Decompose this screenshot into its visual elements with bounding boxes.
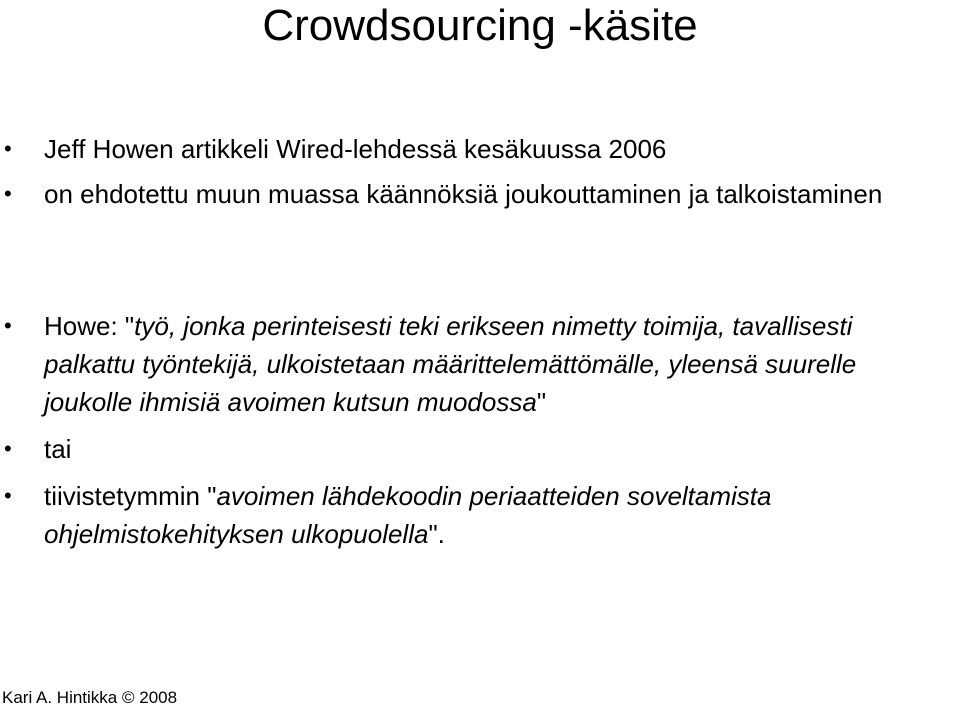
bullet-prefix: tiivistetymmin " (44, 481, 217, 511)
bullet-suffix: ". (428, 519, 445, 549)
bullet-text: on ehdotettu muun muassa käännöksiä joukouttaminen ja talkoistaminen (44, 179, 883, 209)
bullet-item-translations (44, 175, 949, 213)
bullet-prefix: Howe: " (44, 311, 135, 341)
bullet-suffix: " (536, 387, 547, 417)
bullet-text: Jeff Howen artikkeli Wired-lehdessä kesäkuussa 2006 (44, 134, 667, 164)
bullet-item-howe-article (44, 130, 949, 168)
slide-title: Crowdsourcing -käsite (262, 1, 698, 50)
bullet-item-or (44, 430, 949, 468)
definition-quote: työ, jonka perinteisesti teki erikseen nimetty toimija, tavallisesti palkattu työntekijä, ulkoistetaan määrittelemättömälle, yleensä suurelle joukolle ihmisiä avoimen kutsun muodossa (44, 311, 857, 417)
short-definition-quote: avoimen lähdekoodin periaatteiden soveltamista ohjelmistokehityksen ulkopuolella (44, 481, 772, 549)
bullet-item-short-definition (44, 477, 949, 553)
bullet-item-howe-definition (44, 307, 949, 421)
footer-copyright: Kari A. Hintikka © 2008 (2, 688, 178, 707)
bullet-text: tai (44, 434, 72, 464)
